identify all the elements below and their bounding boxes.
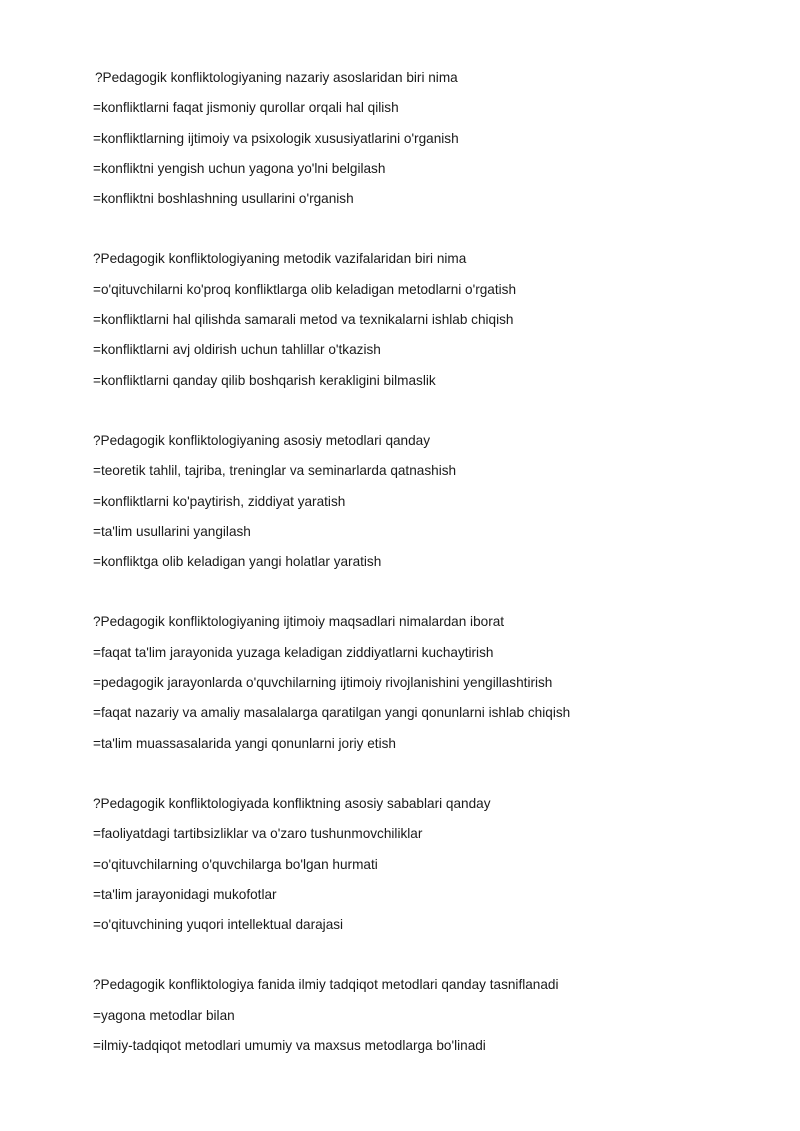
question-block-6 [93,975,740,1066]
question-block-1 [93,68,740,219]
question-text: ?Pedagogik konfliktologiya fanida ilmiy tadqiqot metodlari qanday tasniflanadi [93,977,559,993]
answer-option: =o'qituvchilarni ko'proq konfliktlarga olib keladigan metodlarni o'rgatish [93,281,517,297]
answer-option: =konfliktga olib keladigan yangi holatlar yaratish [93,554,382,570]
answer-option: =teoretik tahlil, tajriba, treninglar va seminarlarda qatnashish [93,463,457,479]
question-text: ?Pedagogik konfliktologiyaning metodik vazifalaridan biri nima [93,251,467,267]
answer-option: =faoliyatdagi tartibsizliklar va o'zaro tushunmovchiliklar [93,826,423,842]
question-block-2 [93,249,740,400]
answer-option: =ilmiy-tadqiqot metodlari umumiy va maxsus metodlarga bo'linadi [93,1038,486,1054]
question-text: ?Pedagogik konfliktologiyaning ijtimoiy maqsadlari nimalardan iborat [93,614,505,630]
answer-option: =yagona metodlar bilan [93,1007,235,1023]
answer-option: =pedagogik jarayonlarda o'quvchilarning ijtimoiy rivojlanishini yengillashtirish [93,675,553,691]
answer-option: =konfliktlarni avj oldirish uchun tahlillar o'tkazish [93,342,381,358]
answer-option: =faqat ta'lim jarayonida yuzaga keladigan ziddiyatlarni kuchaytirish [93,644,494,660]
answer-option: =konfliktlarni ko'paytirish, ziddiyat yaratish [93,493,346,509]
question-text: ?Pedagogik konfliktologiyaning asosiy metodlari qanday [93,432,431,448]
question-text: ?Pedagogik konfliktologiyaning nazariy asoslaridan biri nima [95,70,458,85]
answer-option: =ta'lim usullarini yangilash [93,523,251,539]
answer-option: =faqat nazariy va amaliy masalalarga qaratilgan yangi qonunlarni ishlab chiqish [93,705,571,721]
answer-option: =konfliktlarni qanday qilib boshqarish kerakligini bilmaslik [93,372,436,388]
answer-option: =o'qituvchilarning o'quvchilarga bo'lgan hurmati [93,856,378,872]
answer-option: =o'qituvchining yuqori intellektual darajasi [93,917,344,933]
answer-option: =ta'lim jarayonidagi mukofotlar [93,886,277,902]
answer-option: =ta'lim muassasalarida yangi qonunlarni joriy etish [93,735,396,751]
answer-option: =konfliktlarning ijtimoiy va psixologik xususiyatlarini o'rganish [93,130,459,146]
question-block-5 [93,794,740,945]
question-block-4 [93,612,740,763]
question-text: ?Pedagogik konfliktologiyada konfliktning asosiy sabablari qanday [93,795,491,811]
answer-option: =konfliktlarni hal qilishda samarali metod va texnikalarni ishlab chiqish [93,312,514,328]
question-block-3 [93,431,740,582]
answer-option: =konfliktlarni faqat jismoniy qurollar orqali hal qilish [93,100,399,116]
answer-option: =konfliktni yengish uchun yagona yo'lni belgilash [93,160,386,176]
answer-option: =konfliktni boshlashning usullarini o'rganish [93,191,354,207]
